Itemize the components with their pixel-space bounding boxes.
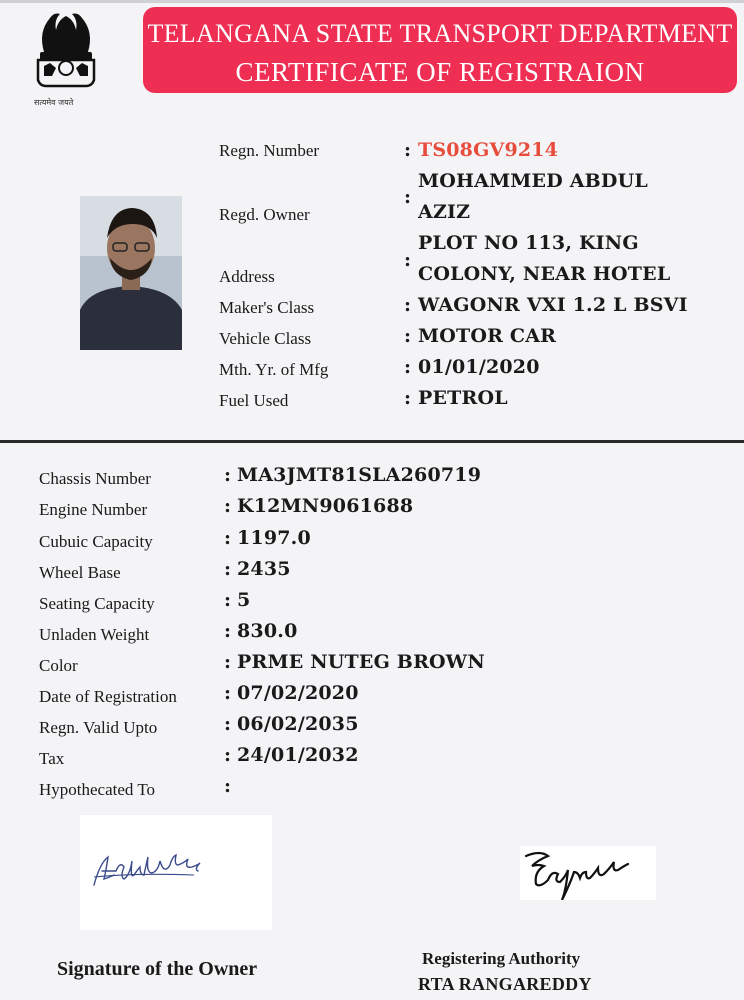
regn-number-label: Regn. Number (219, 141, 320, 160)
detail-value: 1197.0 (237, 527, 311, 549)
top-border (0, 0, 744, 3)
authority-signature (520, 846, 656, 900)
colon: : (224, 527, 232, 549)
owner-signature-label: Signature of the Owner (57, 958, 258, 980)
owner-photo (80, 196, 182, 350)
detail-value: 5 (237, 589, 251, 611)
colon: : (224, 682, 232, 704)
colon: : (224, 713, 232, 735)
detail-value: 830.0 (237, 620, 298, 642)
colon: : (404, 356, 412, 378)
makers-class-label: Maker's Class (219, 298, 315, 317)
colon: : (224, 775, 232, 797)
colon: : (224, 651, 232, 673)
colon: : (404, 186, 412, 208)
detail-label: Hypothecated To (39, 780, 156, 799)
address-value-line1: PLOT NO 113, KING (418, 232, 639, 254)
header-banner (143, 7, 737, 93)
colon: : (224, 558, 232, 580)
colon: : (404, 325, 412, 347)
detail-label: Chassis Number (39, 469, 151, 488)
detail-value: 24/01/2032 (237, 744, 359, 766)
detail-value: 07/02/2020 (237, 682, 359, 704)
colon: : (224, 620, 232, 642)
colon: : (404, 249, 412, 271)
detail-value: MA3JMT81SLA260719 (237, 464, 482, 486)
makers-class-value: WAGONR VXI 1.2 L BSVI (418, 294, 688, 316)
regn-number-value: TS08GV9214 (418, 139, 559, 161)
detail-label: Tax (39, 749, 65, 768)
detail-value: PRME NUTEG BROWN (237, 651, 485, 673)
detail-label: Seating Capacity (39, 594, 155, 613)
emblem-motto: सत्यमेव जयते (34, 98, 74, 107)
detail-label: Color (39, 656, 78, 675)
vehicle-class-label: Vehicle Class (219, 329, 312, 348)
vehicle-class-value: MOTOR CAR (418, 325, 557, 347)
detail-value: 2435 (237, 558, 291, 580)
detail-label: Date of Registration (39, 687, 177, 706)
address-value-line2: COLONY, NEAR HOTEL (418, 263, 671, 285)
national-emblem-icon (26, 2, 106, 112)
detail-label: Wheel Base (39, 563, 121, 582)
certificate-title: CERTIFICATE OF REGISTRAION (235, 57, 645, 87)
colon: : (224, 495, 232, 517)
colon: : (404, 387, 412, 409)
detail-value: 06/02/2035 (237, 713, 359, 735)
registering-authority-label: Registering Authority (422, 949, 581, 968)
section-divider (0, 440, 744, 443)
colon: : (224, 589, 232, 611)
address-label: Address (219, 267, 275, 286)
owner-signature (80, 815, 272, 930)
colon: : (404, 294, 412, 316)
fuel-label: Fuel Used (219, 391, 289, 410)
detail-label: Unladen Weight (39, 625, 150, 644)
owner-value-line2: AZIZ (418, 201, 471, 223)
owner-value-line1: MOHAMMED ABDUL (418, 170, 648, 192)
colon: : (404, 139, 412, 161)
colon: : (224, 744, 232, 766)
mfg-value: 01/01/2020 (418, 356, 540, 378)
mfg-label: Mth. Yr. of Mfg (219, 360, 329, 379)
owner-label: Regd. Owner (219, 205, 310, 224)
detail-label: Regn. Valid Upto (39, 718, 158, 737)
authority-office: RTA RANGAREDDY (418, 974, 592, 994)
detail-label: Engine Number (39, 500, 148, 519)
detail-value: K12MN9061688 (237, 495, 414, 517)
fuel-value: PETROL (418, 387, 508, 409)
detail-label: Cubuic Capacity (39, 532, 153, 551)
department-title: TELANGANA STATE TRANSPORT DEPARTMENT (147, 19, 733, 48)
colon: : (224, 464, 232, 486)
